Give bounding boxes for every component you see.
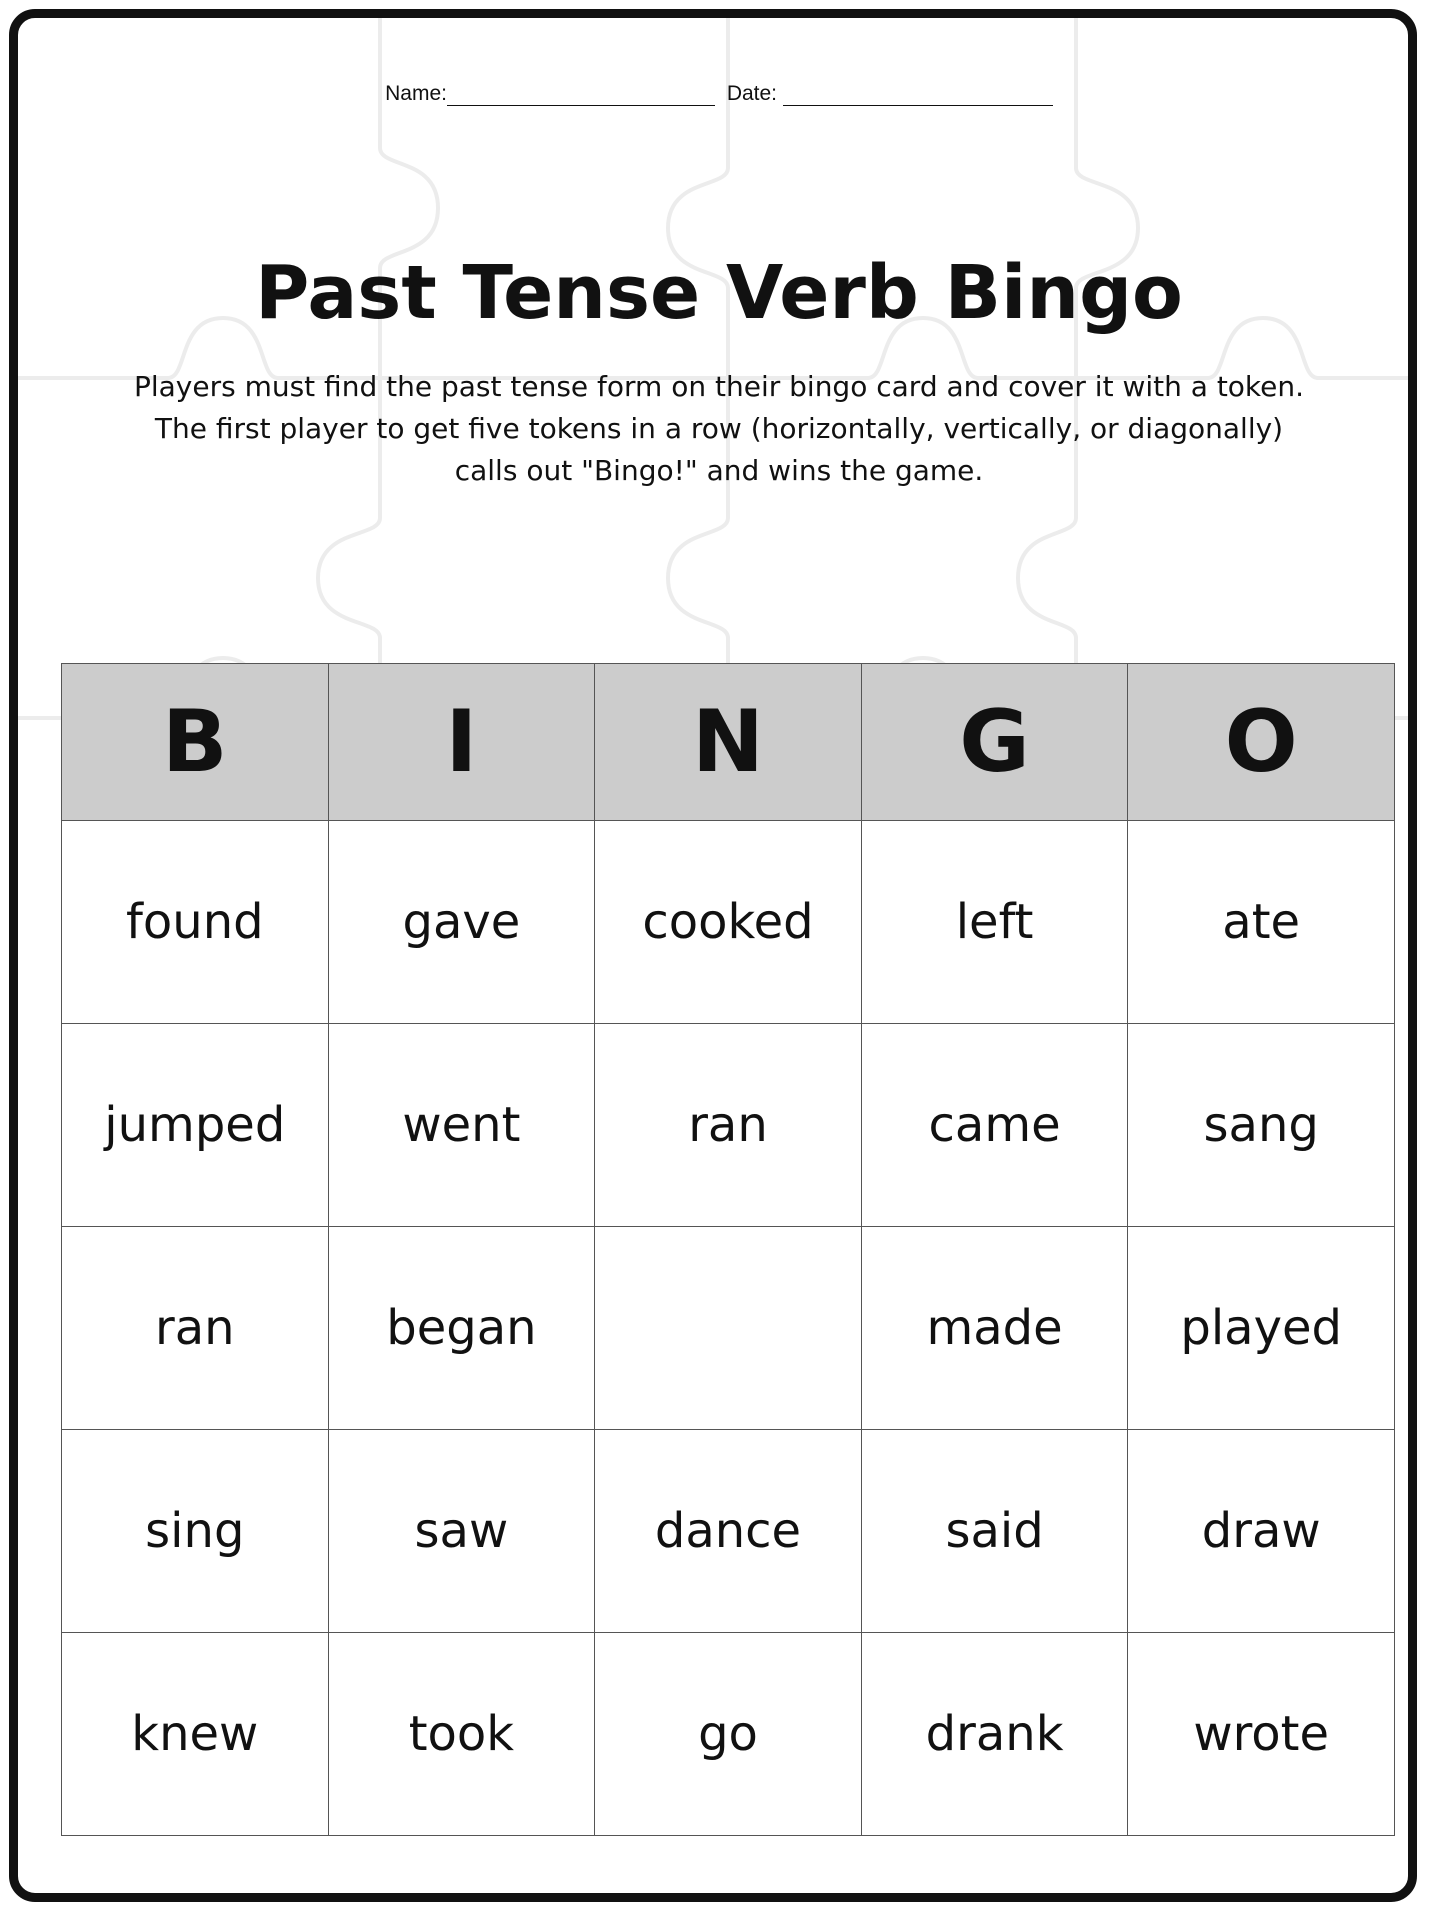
date-label: Date: bbox=[726, 82, 778, 105]
bingo-cell[interactable]: ran bbox=[62, 1227, 329, 1430]
bingo-header-b: B bbox=[62, 664, 329, 821]
bingo-header-o: O bbox=[1128, 664, 1395, 821]
bingo-cell[interactable]: dance bbox=[595, 1430, 862, 1633]
instructions-line-1: Players must find the past tense form on their bingo card and cover it with a token. bbox=[133, 370, 1305, 403]
bingo-card bbox=[61, 663, 1395, 1836]
bingo-cell[interactable]: left bbox=[861, 821, 1128, 1024]
bingo-cell[interactable]: cooked bbox=[595, 821, 862, 1024]
bingo-row bbox=[62, 1024, 1395, 1227]
bingo-cell[interactable]: ate bbox=[1128, 821, 1395, 1024]
bingo-cell[interactable]: sing bbox=[62, 1430, 329, 1633]
bingo-header-i: I bbox=[328, 664, 595, 821]
bingo-header-row bbox=[62, 664, 1395, 821]
bingo-cell[interactable]: said bbox=[861, 1430, 1128, 1633]
page-title: Past Tense Verb Bingo bbox=[255, 250, 1183, 336]
bingo-cell[interactable]: drank bbox=[861, 1633, 1128, 1836]
bingo-cell[interactable]: sang bbox=[1128, 1024, 1395, 1227]
name-label: Name: bbox=[385, 82, 447, 105]
instructions bbox=[90, 366, 1348, 492]
bingo-header-g: G bbox=[861, 664, 1128, 821]
bingo-cell[interactable]: found bbox=[62, 821, 329, 1024]
bingo-cell[interactable]: wrote bbox=[1128, 1633, 1395, 1836]
instructions-line-2: The first player to get five tokens in a row (horizontally, vertically, or diagonally) bbox=[154, 412, 1284, 445]
bingo-row bbox=[62, 1227, 1395, 1430]
bingo-free-cell[interactable] bbox=[595, 1227, 862, 1430]
bingo-cell[interactable]: jumped bbox=[62, 1024, 329, 1227]
name-blank[interactable] bbox=[447, 85, 715, 106]
bingo-cell[interactable]: played bbox=[1128, 1227, 1395, 1430]
bingo-header-n: N bbox=[595, 664, 862, 821]
bingo-cell[interactable]: go bbox=[595, 1633, 862, 1836]
name-date-line bbox=[0, 82, 1438, 106]
bingo-cell[interactable]: came bbox=[861, 1024, 1128, 1227]
bingo-cell[interactable]: knew bbox=[62, 1633, 329, 1836]
bingo-cell[interactable]: took bbox=[328, 1633, 595, 1836]
bingo-cell[interactable]: began bbox=[328, 1227, 595, 1430]
bingo-cell[interactable]: saw bbox=[328, 1430, 595, 1633]
bingo-row bbox=[62, 1633, 1395, 1836]
bingo-cell[interactable]: gave bbox=[328, 821, 595, 1024]
bingo-cell[interactable]: went bbox=[328, 1024, 595, 1227]
bingo-cell[interactable]: draw bbox=[1128, 1430, 1395, 1633]
bingo-cell[interactable]: ran bbox=[595, 1024, 862, 1227]
instructions-line-3: calls out "Bingo!" and wins the game. bbox=[454, 454, 984, 487]
bingo-row bbox=[62, 1430, 1395, 1633]
date-blank[interactable] bbox=[783, 85, 1053, 106]
bingo-row bbox=[62, 821, 1395, 1024]
bingo-cell[interactable]: made bbox=[861, 1227, 1128, 1430]
